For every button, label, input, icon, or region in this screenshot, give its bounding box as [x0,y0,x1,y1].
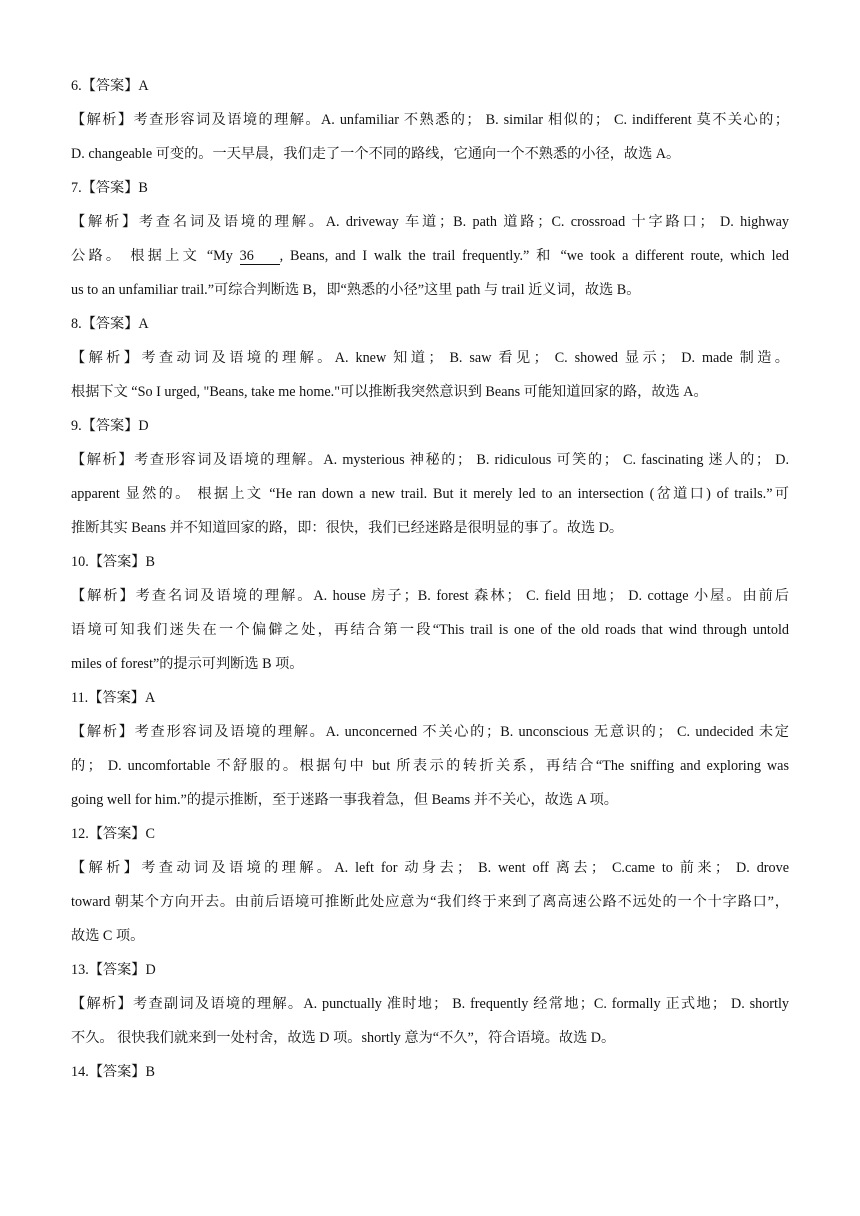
explanation-11-line-1: 【解析】考查形容词及语境的理解。A. unconcerned 不关心的；B. unconscious 无意识的； C. undecided 未定 [71,724,789,740]
answer-heading-7: 7.【答案】B [71,180,148,196]
answer-heading-11: 11.【答案】A [71,690,156,706]
explanation-12-line-3: 故选 C 项。 [71,928,145,944]
explanation-11-line-3: going well for him.”的提示推断，至于迷路一事我着急，但 Beams 并不关心，故选 A 项。 [71,792,618,808]
explanation-10-line-2: 语境可知我们迷失在一个偏僻之处，再结合第一段“This trail is one of the old roads that wind through untold [71,622,789,638]
explanation-8-line-2: 根据下文 “So I urged, "Beans, take me home."可以推断我突然意识到 Beans 可能知道回家的路，故选 A。 [71,384,708,400]
explanation-13-line-2: 不久。 很快我们就来到一处村舍，故选 D 项。shortly 意为“不久”，符合语境。故选 D。 [71,1030,616,1046]
explanation-6-line-1: 【解析】考查形容词及语境的理解。A. unfamiliar 不熟悉的； B. similar 相似的； C. indifferent 莫不关心的； [71,112,789,128]
text-after-blank: , Beans, and I walk the trail frequently.” 和 “we took a different route, which led [279,248,789,264]
explanation-9-line-3: 推断其实 Beans 并不知道回家的路，即：很快，我们已经迷路是很明显的事了。故选 D。 [71,520,624,536]
answer-heading-8: 8.【答案】A [71,316,149,332]
explanation-7-line-2 [71,246,789,266]
explanation-8-line-1: 【解析】考查动词及语境的理解。A. knew 知道； B. saw 看见； C. showed 显示； D. made 制造。 [71,350,789,366]
text-before-blank: 公路。 根据上文 “My [71,248,240,264]
answer-heading-10: 10.【答案】B [71,554,155,570]
explanation-6-line-2: D. changeable 可变的。一天早晨，我们走了一个不同的路线，它通向一个不熟悉的小径，故选 A。 [71,146,681,162]
blank-number: 36 [240,248,280,265]
explanation-7-line-3: us to an unfamiliar trail.”可综合判断选 B，即“熟悉的小径”这里 path 与 trail 近义词，故选 B。 [71,282,641,298]
explanation-9-line-2: apparent 显然的。 根据上文 “He ran down a new trail. But it merely led to an intersection (岔道口) of trails.”可 [71,486,789,502]
answer-heading-6: 6.【答案】A [71,78,149,94]
answer-heading-9: 9.【答案】D [71,418,149,434]
answer-heading-14: 14.【答案】B [71,1064,155,1080]
explanation-10-line-3: miles of forest”的提示可判断选 B 项。 [71,656,304,672]
explanation-13-line-1: 【解析】考查副词及语境的理解。A. punctually 准时地； B. frequently 经常地；C. formally 正式地； D. shortly [71,996,789,1012]
explanation-7-line-1: 【解析】考查名词及语境的理解。A. driveway 车道；B. path 道路；C. crossroad 十字路口； D. highway [71,214,789,230]
explanation-12-line-2: toward 朝某个方向开去。由前后语境可推断此处应意为“我们终于来到了离高速公路不远处的一个十字路口”， [71,894,789,910]
explanation-11-line-2: 的； D. uncomfortable 不舒服的。根据句中 but 所表示的转折关系，再结合“The sniffing and exploring was [71,758,789,774]
explanation-10-line-1: 【解析】考查名词及语境的理解。A. house 房子；B. forest 森林； C. field 田地； D. cottage 小屋。由前后 [71,588,789,604]
explanation-9-line-1: 【解析】考查形容词及语境的理解。A. mysterious 神秘的； B. ridiculous 可笑的； C. fascinating 迷人的； D. [71,452,789,468]
explanation-12-line-1: 【解析】考查动词及语境的理解。A. left for 动身去； B. went off 离去； C.came to 前来； D. drove [71,860,789,876]
answer-heading-13: 13.【答案】D [71,962,156,978]
answer-heading-12: 12.【答案】C [71,826,155,842]
